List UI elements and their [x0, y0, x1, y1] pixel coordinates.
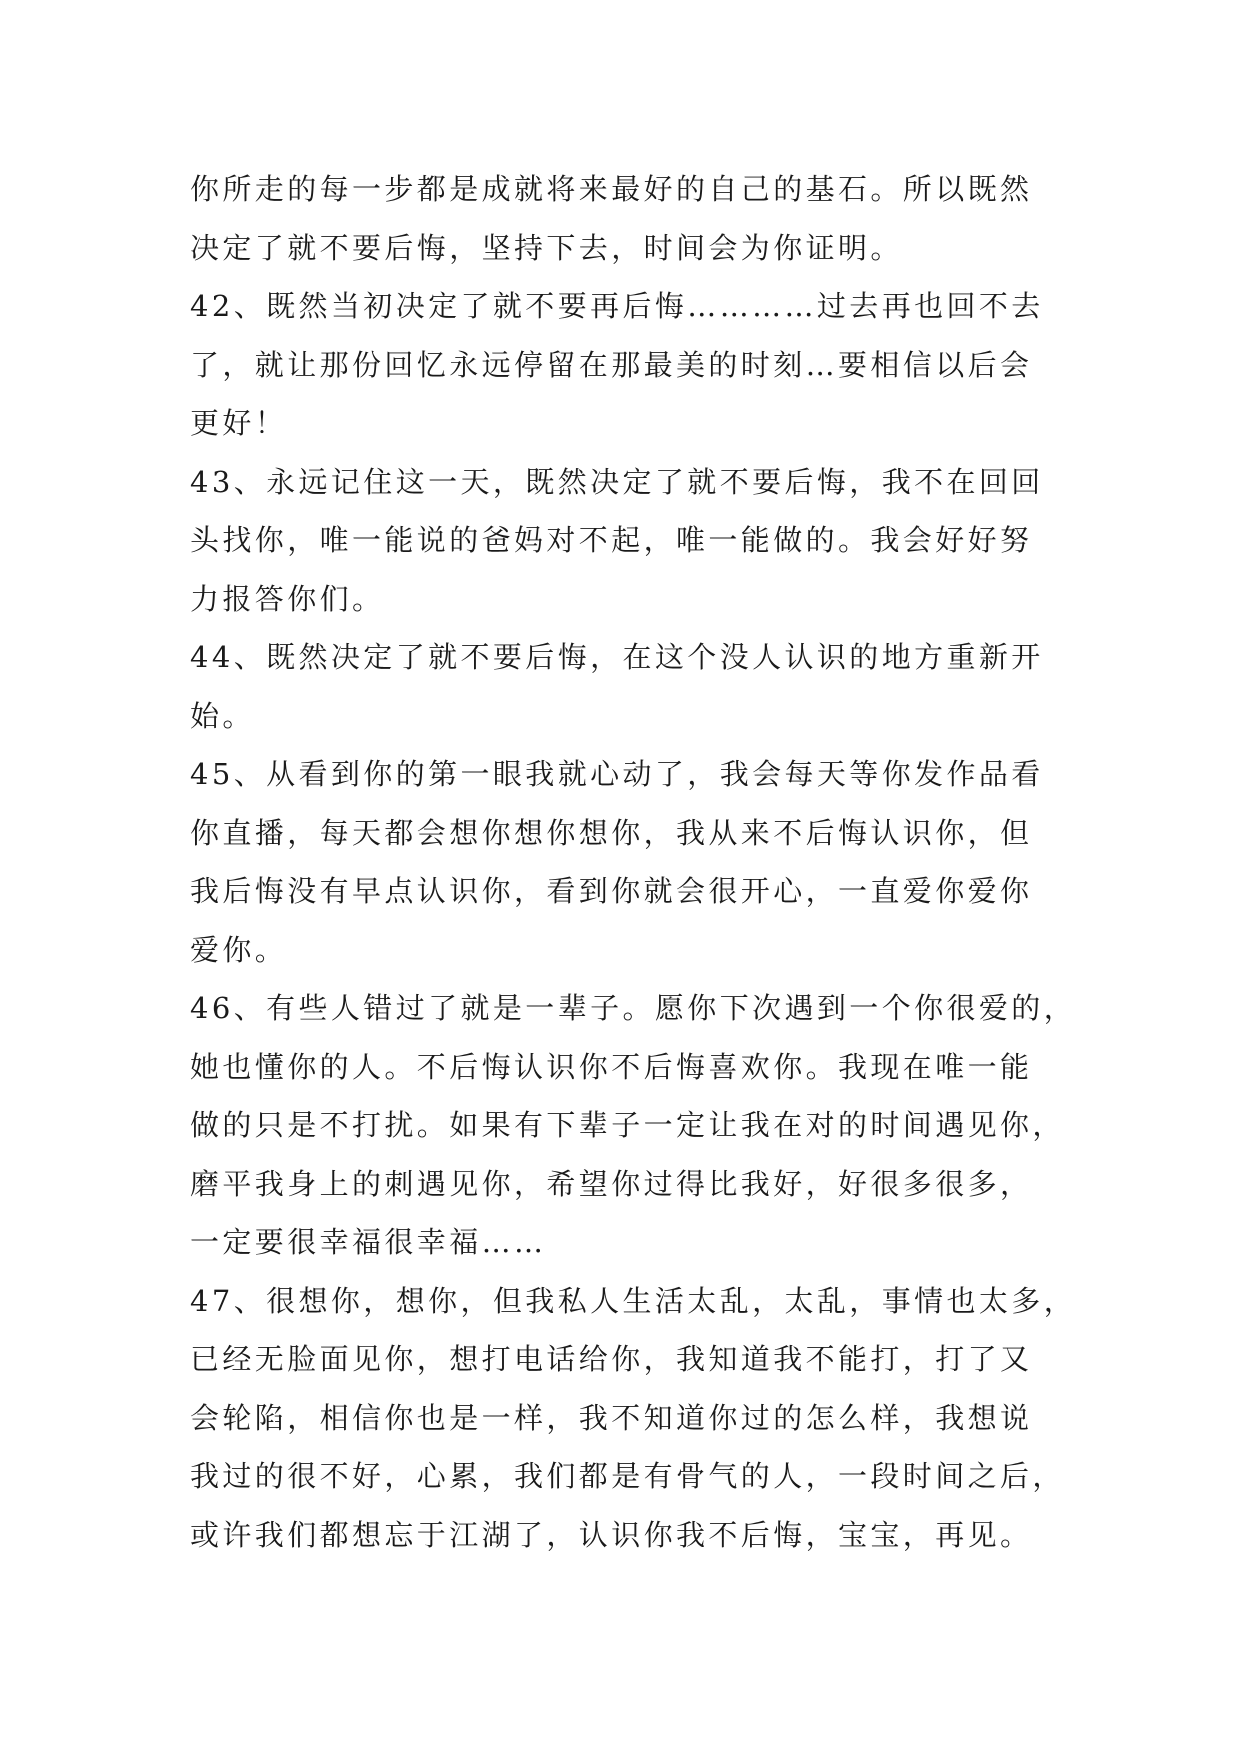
text-line: 了，就让那份回忆永远停留在那最美的时刻…要相信以后会	[190, 347, 1033, 382]
text-line: 43、永远记住这一天，既然决定了就不要后悔，我不在回回	[190, 464, 1044, 499]
text-line: 力报答你们。	[190, 581, 385, 616]
text-line: 你所走的每一步都是成就将来最好的自己的基石。所以既然	[190, 172, 1033, 206]
text-line: 做的只是不打扰。如果有下辈子一定让我在对的时间遇见你，	[190, 1108, 1065, 1142]
text-line: 始。	[190, 698, 255, 733]
text-line: 42、既然当初决定了就不要再后悔…………过去再也回不去	[190, 289, 1044, 323]
text-line: 她也懂你的人。不后悔认识你不后悔喜欢你。我现在唯一能	[190, 1049, 1033, 1084]
text-line: 或许我们都想忘于江湖了，认识你我不后悔，宝宝，再见。	[190, 1517, 1033, 1552]
text-line: 爱你。	[190, 932, 288, 967]
text-line: 头找你，唯一能说的爸妈对不起，唯一能做的。我会好好努	[190, 523, 1033, 557]
text-line: 44、既然决定了就不要后悔，在这个没人认识的地方重新开	[190, 640, 1044, 674]
text-line: 我过的很不好，心累，我们都是有骨气的人，一段时间之后，	[190, 1459, 1065, 1493]
text-line: 一定要很幸福很幸福……	[190, 1225, 547, 1259]
text-line: 45、从看到你的第一眼我就心动了，我会每天等你发作品看	[190, 757, 1044, 791]
text-line: 会轮陷，相信你也是一样，我不知道你过的怎么样，我想说	[190, 1400, 1033, 1435]
text-line: 更好！	[190, 406, 288, 440]
text-line: 已经无脸面见你，想打电话给你，我知道我不能打，打了又	[190, 1342, 1033, 1376]
text-line: 你直播，每天都会想你想你想你，我从来不后悔认识你，但	[190, 815, 1033, 850]
text-line: 47、很想你，想你，但我私人生活太乱，太乱，事情也太多，	[190, 1283, 1077, 1318]
text-line: 46、有些人错过了就是一辈子。愿你下次遇到一个你很爱的，	[190, 991, 1077, 1025]
text-line: 我后悔没有早点认识你，看到你就会很开心，一直爱你爱你	[190, 874, 1033, 908]
text-line: 磨平我身上的刺遇见你，希望你过得比我好，好很多很多，	[190, 1166, 1033, 1201]
document-body	[190, 160, 1080, 1564]
text-line: 决定了就不要后悔，坚持下去，时间会为你证明。	[190, 230, 903, 265]
